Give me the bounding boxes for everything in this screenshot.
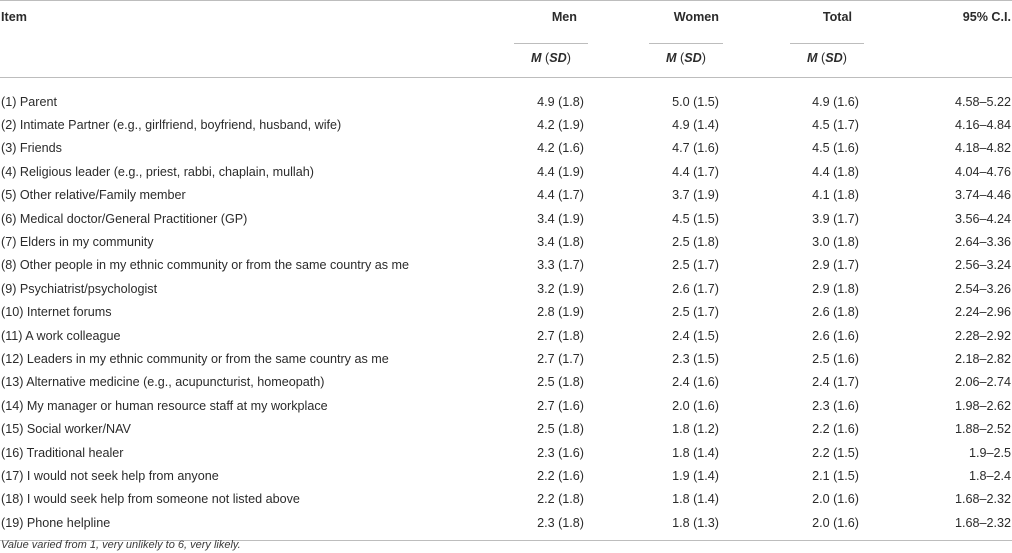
row-men-value: 2.3 (1.6) [537,445,584,460]
row-women-value: 4.9 (1.4) [672,118,719,133]
row-men-value: 2.5 (1.8) [537,375,584,390]
row-total-value: 2.9 (1.7) [812,258,859,273]
table-row [0,464,1012,487]
row-total-value: 2.0 (1.6) [812,515,859,530]
row-total-value: 2.1 (1.5) [812,468,859,483]
row-total-value: 4.5 (1.6) [812,141,859,156]
row-women-value: 2.5 (1.7) [672,305,719,320]
table-row [0,417,1012,440]
table-header [0,1,1012,78]
row-item-label: (16) Traditional healer [1,445,124,460]
row-total-value: 2.4 (1.7) [812,375,859,390]
table-row [0,324,1012,347]
row-item-label: (8) Other people in my ethnic community or from the same country as me [1,258,410,273]
row-women-value: 2.4 (1.5) [672,328,719,343]
table-row [0,511,1012,541]
row-ci-value: 1.68–2.32 [954,515,1011,530]
table-row [0,488,1012,511]
row-total-value: 4.9 (1.6) [812,94,859,109]
row-women-value: 4.5 (1.5) [672,211,719,226]
row-women-value: 2.3 (1.5) [672,351,719,366]
row-ci-value: 2.64–3.36 [954,235,1011,250]
row-women-value: 2.0 (1.6) [672,398,719,413]
row-total-value: 4.4 (1.8) [812,164,859,179]
row-men-value: 3.4 (1.9) [537,211,584,226]
row-total-value: 2.2 (1.6) [812,422,859,437]
row-total-value: 2.6 (1.8) [812,305,859,320]
row-women-value: 1.9 (1.4) [672,468,719,483]
row-men-value: 2.8 (1.9) [537,305,584,320]
row-ci-value: 4.04–4.76 [954,164,1011,179]
row-item-label: (13) Alternative medicine (e.g., acupuncturist, homeopath) [1,375,325,390]
table-row [0,277,1012,300]
row-item-label: (17) I would not seek help from anyone [1,468,219,483]
table-row [0,347,1012,370]
header-item: Item [0,1,502,44]
row-item-label: (15) Social worker/NAV [1,422,131,437]
row-men-value: 2.2 (1.8) [537,492,584,507]
table-row [0,78,1012,114]
row-total-value: 2.3 (1.6) [812,398,859,413]
row-total-value: 2.9 (1.8) [812,281,859,296]
table-row [0,441,1012,464]
row-women-value: 4.4 (1.7) [672,164,719,179]
row-item-label: (3) Friends [1,141,62,156]
table-row [0,371,1012,394]
row-ci-value: 3.56–4.24 [954,211,1011,226]
table-row [0,394,1012,417]
row-ci-value: 4.18–4.82 [954,141,1011,156]
row-item-label: (2) Intimate Partner (e.g., girlfriend, boyfriend, husband, wife) [1,118,342,133]
subheader-men-m: M [531,51,542,65]
row-women-value: 2.6 (1.7) [672,281,719,296]
subheader-men-sd: SD [549,51,567,65]
subheader-women-sd: SD [684,51,702,65]
row-men-value: 3.2 (1.9) [537,281,584,296]
row-women-value: 2.4 (1.6) [672,375,719,390]
row-ci-value: 1.98–2.62 [954,398,1011,413]
row-men-value: 2.3 (1.8) [537,515,584,530]
row-total-value: 2.5 (1.6) [812,351,859,366]
row-men-value: 3.3 (1.7) [537,258,584,273]
table-row [0,113,1012,136]
subheader-total-sd: SD [825,51,843,65]
row-item-label: (5) Other relative/Family member [1,188,186,203]
row-total-value: 4.1 (1.8) [812,188,859,203]
subheader-ci-empty [910,43,1012,78]
table-row [0,207,1012,230]
row-total-value: 4.5 (1.7) [812,118,859,133]
row-men-value: 4.2 (1.6) [537,141,584,156]
row-item-label: (11) A work colleague [1,328,121,343]
row-men-value: 4.2 (1.9) [537,118,584,133]
row-total-value: 2.2 (1.5) [812,445,859,460]
row-total-value: 2.6 (1.6) [812,328,859,343]
row-men-value: 4.4 (1.7) [537,188,584,203]
row-men-value: 2.7 (1.8) [537,328,584,343]
row-total-value: 2.0 (1.6) [812,492,859,507]
subheader-men: M (SD) [502,43,627,78]
subheader-women-m: M [666,51,677,65]
row-ci-value: 2.18–2.82 [954,351,1011,366]
row-women-value: 2.5 (1.7) [672,258,719,273]
header-row [0,1,1012,44]
row-men-value: 2.5 (1.8) [537,422,584,437]
row-men-value: 2.7 (1.6) [537,398,584,413]
row-women-value: 1.8 (1.4) [672,445,719,460]
row-women-value: 1.8 (1.2) [672,422,719,437]
subheader-item-empty [0,43,502,78]
table-row [0,137,1012,160]
row-item-label: (14) My manager or human resource staff at my workplace [1,398,328,413]
row-total-value: 3.9 (1.7) [812,211,859,226]
row-ci-value: 1.88–2.52 [954,422,1011,437]
header-total: Total [772,1,910,44]
header-men: Men [502,1,627,44]
row-item-label: (9) Psychiatrist/psychologist [1,281,158,296]
row-total-value: 3.0 (1.8) [812,235,859,250]
table-row [0,230,1012,253]
row-ci-value: 4.16–4.84 [954,118,1011,133]
row-item-label: (1) Parent [1,94,57,109]
row-men-value: 4.9 (1.8) [537,94,584,109]
row-men-value: 2.2 (1.6) [537,468,584,483]
row-ci-value: 3.74–4.46 [954,188,1011,203]
subheader-row [0,43,1012,78]
row-ci-value: 2.06–2.74 [954,375,1011,390]
row-men-value: 3.4 (1.8) [537,235,584,250]
row-women-value: 4.7 (1.6) [672,141,719,156]
row-women-value: 2.5 (1.8) [672,235,719,250]
row-item-label: (19) Phone helpline [1,515,111,530]
header-women: Women [627,1,772,44]
row-ci-value: 1.9–2.5 [968,445,1011,460]
row-item-label: (4) Religious leader (e.g., priest, rabbi, chaplain, mullah) [1,164,314,179]
table-body [0,78,1012,541]
header-ci: 95% C.I. [910,1,1012,44]
row-men-value: 2.7 (1.7) [537,351,584,366]
row-ci-value: 4.58–5.22 [954,94,1011,109]
row-item-label: (12) Leaders in my ethnic community or from the same country as me [1,351,389,366]
row-women-value: 1.8 (1.3) [672,515,719,530]
row-item-label: (18) I would seek help from someone not listed above [1,492,300,507]
row-item-label: (10) Internet forums [1,305,112,320]
subheader-total: M (SD) [772,43,910,78]
table-row [0,160,1012,183]
row-ci-value: 2.28–2.92 [954,328,1011,343]
row-ci-value: 2.24–2.96 [954,305,1011,320]
table-row [0,184,1012,207]
row-item-label: (6) Medical doctor/General Practitioner (GP) [1,211,248,226]
table-row [0,254,1012,277]
table-row [0,301,1012,324]
row-ci-value: 1.8–2.4 [968,468,1011,483]
row-ci-value: 1.68–2.32 [954,492,1011,507]
row-women-value: 5.0 (1.5) [672,94,719,109]
row-men-value: 4.4 (1.9) [537,164,584,179]
row-ci-value: 2.54–3.26 [954,281,1011,296]
row-women-value: 1.8 (1.4) [672,492,719,507]
subheader-women: M (SD) [627,43,772,78]
row-item-label: (7) Elders in my community [1,235,154,250]
table-footnote: Value varied from 1, very unlikely to 6, very likely. [1,539,241,551]
row-ci-value: 2.56–3.24 [954,258,1011,273]
row-women-value: 3.7 (1.9) [672,188,719,203]
subheader-total-m: M [807,51,818,65]
